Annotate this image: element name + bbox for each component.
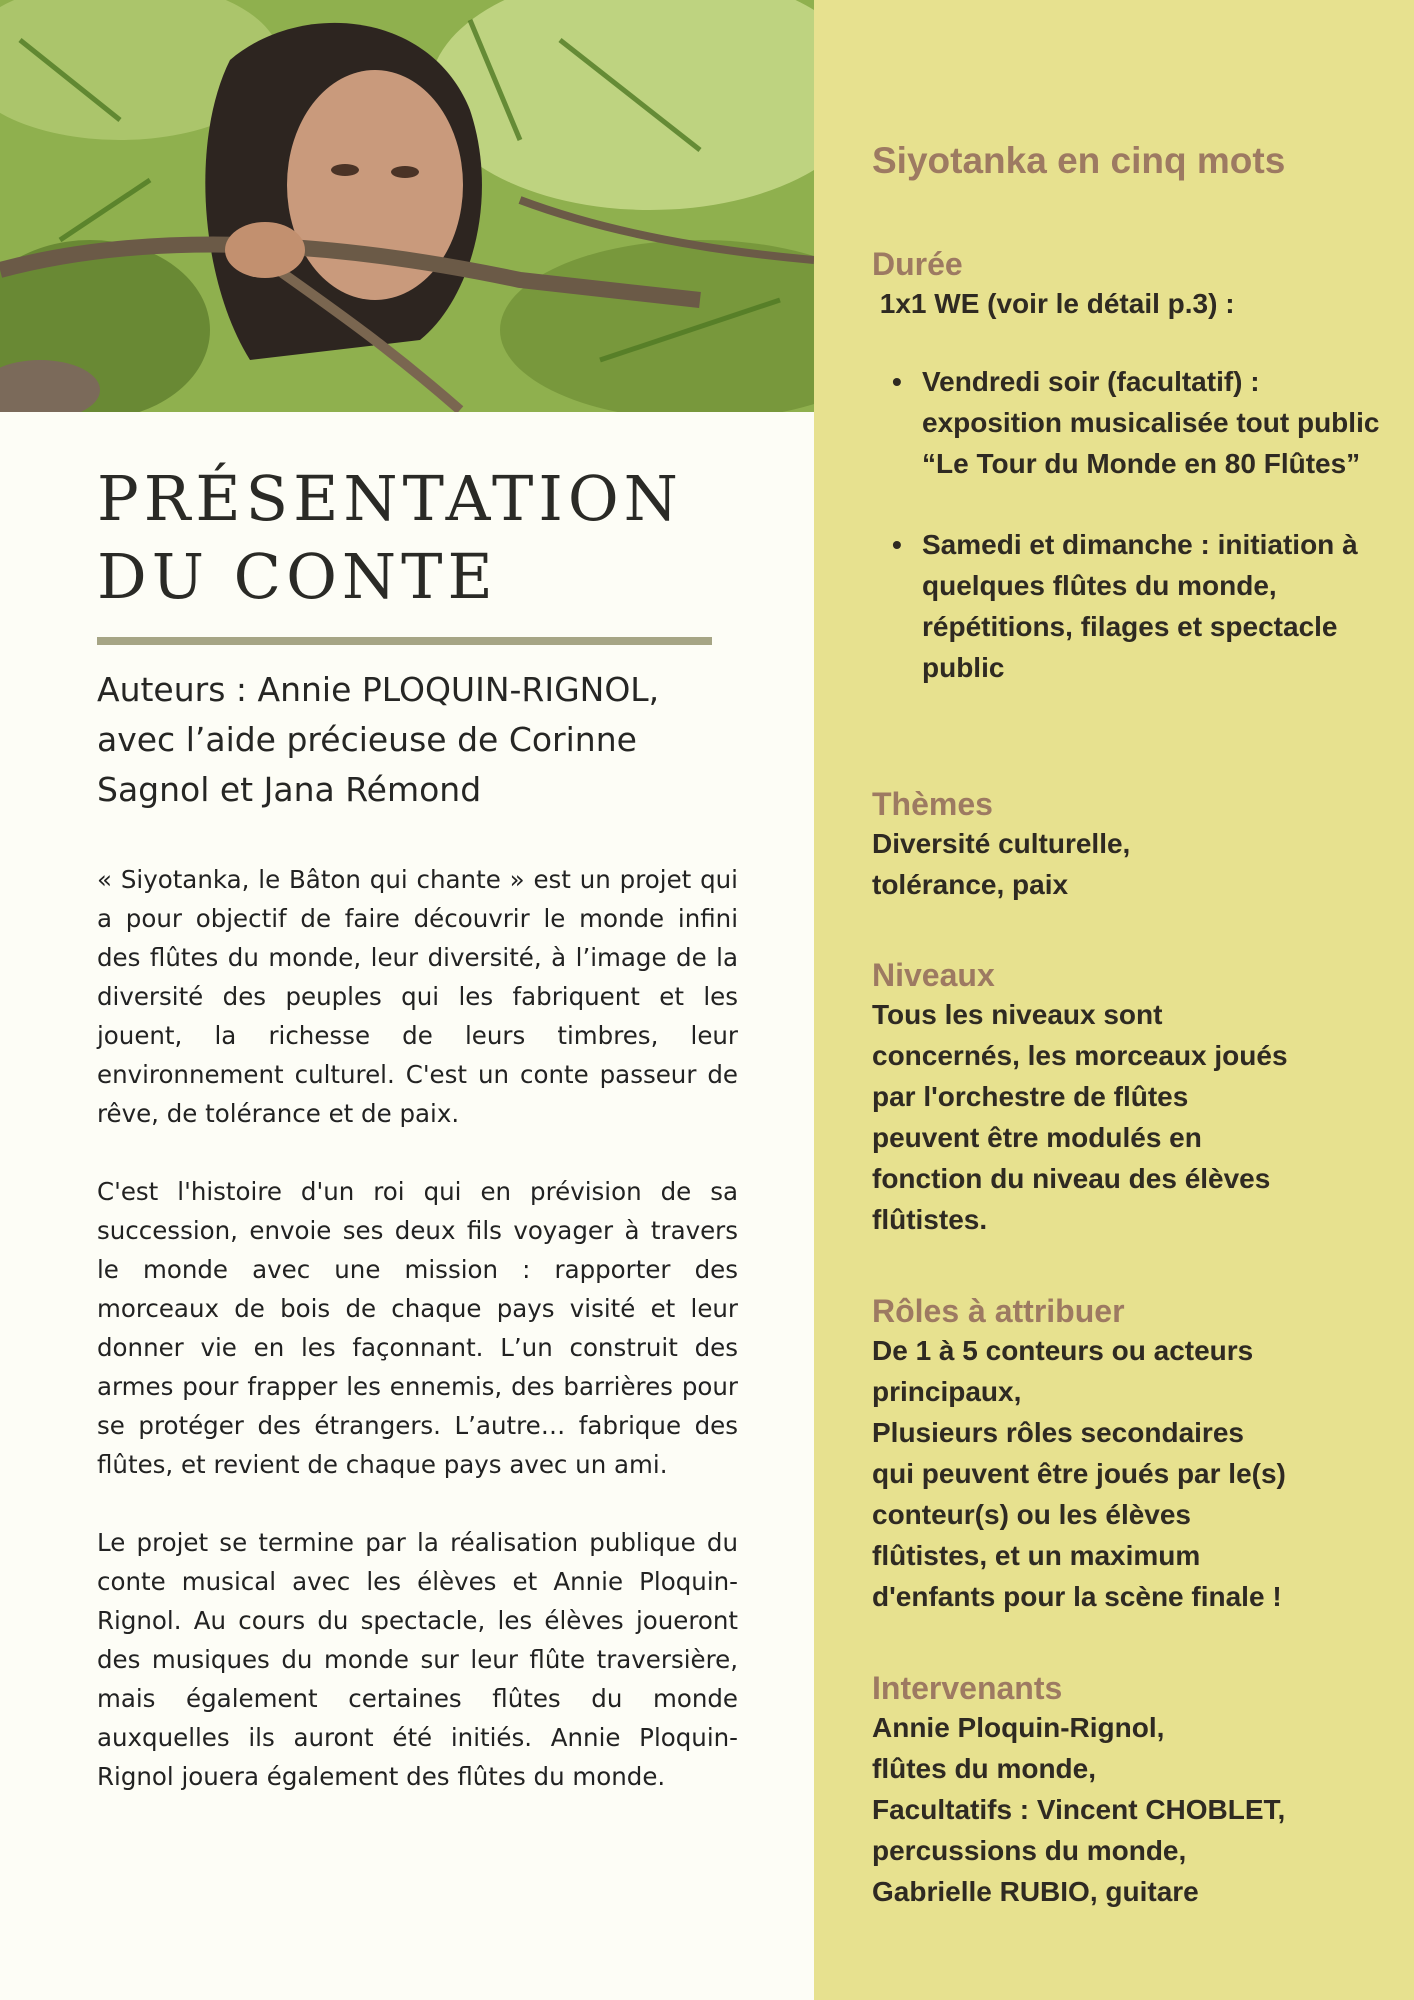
themes-line: Diversité culturelle, [872, 828, 1131, 859]
paragraph-project: Le projet se termine par la réalisation publique du conte musical avec les élèves et Annie Ploquin-Rignol. Au cours du spectacle, les élèves joueront des musiques du monde sur leur flûte traversière, mais également certaines flûtes du monde auxquelles ils auront été initiés. Annie Ploquin-Rignol jouera également des flûtes du monde. [97, 1528, 738, 1791]
duree-bullet-weekend: • Samedi et dimanche : initiation à quelques flûtes du monde, répétitions, filages et spectacle public [892, 529, 1358, 683]
section-duree [872, 246, 1392, 688]
section-intervenants [872, 1670, 1392, 1912]
roles-heading: Rôles à attribuer [872, 1293, 1125, 1329]
authors-text: Auteurs : Annie PLOQUIN-RIGNOL, avec l’aide précieuse de Corinne Sagnol et Jana Rémond [97, 670, 660, 809]
duree-bullet-weekend-text: Samedi et dimanche : initiation à quelques flûtes du monde, répétitions, filages et spectacle public [922, 529, 1358, 683]
niveaux-line: flûtistes. [872, 1204, 988, 1235]
themes-heading: Thèmes [872, 786, 993, 822]
paragraph-story: C'est l'histoire d'un roi qui en prévision de sa succession, envoie ses deux fils voyager à travers le monde avec une mission : rapporter des morceaux de bois de chaque pays visité et leur donner vie en les façonnant. L’un construit des armes pour frapper les ennemis, des barrières pour se protéger des étrangers. L’autre… fabrique des flûtes, et revient de chaque pays avec un ami. [97, 1177, 738, 1479]
roles-line: conteur(s) ou les élèves [872, 1499, 1192, 1530]
intervenants-line: Gabrielle RUBIO, guitare [872, 1876, 1199, 1907]
duree-bullets [872, 361, 1392, 688]
title-line-1: PRÉSENTATION [97, 462, 683, 535]
duree-text: 1x1 WE (voir le détail p.3) : [872, 288, 1235, 319]
duree-bullet-friday-text: Vendredi soir (facultatif) : exposition musicalisée tout public “Le Tour du Monde en 80 Flûtes” [922, 366, 1380, 479]
niveaux-line: fonction du niveau des élèves [872, 1163, 1271, 1194]
themes-text [872, 823, 1392, 905]
section-themes [872, 786, 1392, 905]
roles-line: De 1 à 5 conteurs ou acteurs [872, 1335, 1254, 1366]
roles-line: qui peuvent être joués par le(s) [872, 1458, 1286, 1489]
niveaux-line: Tous les niveaux sont [872, 999, 1163, 1030]
roles-line: flûtistes, et un maximum [872, 1540, 1201, 1571]
intervenants-line: flûtes du monde, [872, 1753, 1096, 1784]
intervenants-text [872, 1707, 1392, 1912]
section-roles [872, 1293, 1392, 1617]
niveaux-text [872, 994, 1392, 1240]
roles-line: principaux, [872, 1376, 1022, 1407]
niveaux-line: concernés, les morceaux joués [872, 1040, 1288, 1071]
story-body [97, 860, 738, 1835]
duree-bullet-friday: • Vendredi soir (facultatif) : exposition musicalisée tout public “Le Tour du Monde en 80 Flûtes” [892, 366, 1380, 479]
duree-heading: Durée [872, 246, 963, 282]
niveaux-line: par l'orchestre de flûtes [872, 1081, 1189, 1112]
intervenants-line: Annie Ploquin-Rignol, [872, 1712, 1165, 1743]
paragraph-intro: « Siyotanka, le Bâton qui chante » est un projet qui a pour objectif de faire découvrir le monde infini des flûtes du monde, leur diversité, à l’image de la diversité des peuples qui les fabriquent et les jouent, la richesse de leurs timbres, leur environnement culturel. C'est un conte passeur de rêve, de tolérance et de paix. [97, 865, 738, 1128]
page-title [97, 460, 737, 616]
header-photo [0, 0, 814, 412]
flute-player-photo [0, 0, 814, 412]
sidebar [814, 0, 1414, 2000]
title-divider [97, 637, 712, 645]
title-line-2: DU CONTE [97, 540, 498, 613]
section-niveaux [872, 957, 1392, 1240]
niveaux-line: peuvent être modulés en [872, 1122, 1202, 1153]
sidebar-title: Siyotanka en cinq mots [872, 140, 1286, 181]
intervenants-line: percussions du monde, [872, 1835, 1187, 1866]
niveaux-heading: Niveaux [872, 957, 995, 993]
roles-text [872, 1330, 1392, 1617]
roles-line: d'enfants pour la scène finale ! [872, 1581, 1282, 1612]
intervenants-heading: Intervenants [872, 1670, 1063, 1706]
intervenants-line: Facultatifs : Vincent CHOBLET, [872, 1794, 1286, 1825]
roles-line: Plusieurs rôles secondaires [872, 1417, 1244, 1448]
themes-line: tolérance, paix [872, 869, 1069, 900]
